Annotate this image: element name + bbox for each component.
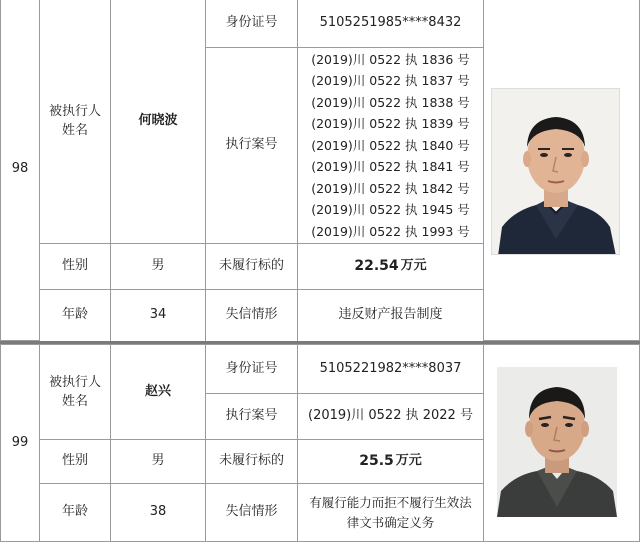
case-number: (2019)川 0522 执 1840 号 bbox=[311, 137, 470, 153]
age-label: 年龄 bbox=[39, 483, 111, 542]
case-number: (2019)川 0522 执 1993 号 bbox=[311, 223, 470, 239]
person-name: 赵兴 bbox=[110, 344, 206, 440]
gender-label: 性别 bbox=[39, 243, 111, 290]
case-label: 执行案号 bbox=[205, 393, 298, 440]
age-value: 34 bbox=[110, 289, 206, 342]
id-label: 身份证号 bbox=[205, 0, 298, 48]
name-label: 被执行人 姓名 bbox=[39, 0, 111, 244]
case-list bbox=[297, 393, 484, 440]
case-number: (2019)川 0522 执 1837 号 bbox=[311, 73, 470, 89]
id-value: 5105251985****8432 bbox=[297, 0, 484, 48]
person-name: 何晓波 bbox=[110, 0, 206, 244]
person-photo bbox=[497, 367, 617, 517]
amount-value: 22.54 万元 bbox=[297, 243, 484, 290]
case-number: (2019)川 0522 执 1838 号 bbox=[311, 94, 470, 110]
case-number: (2019)川 0522 执 1836 号 bbox=[311, 51, 470, 67]
situation-label: 失信情形 bbox=[205, 483, 298, 542]
case-number: (2019)川 0522 执 1839 号 bbox=[311, 116, 470, 132]
amount-label: 未履行标的 bbox=[205, 439, 298, 484]
gender-value: 男 bbox=[110, 243, 206, 290]
case-list bbox=[297, 47, 484, 244]
gender-value: 男 bbox=[110, 439, 206, 484]
name-label: 被执行人 姓名 bbox=[39, 344, 111, 440]
age-label: 年龄 bbox=[39, 289, 111, 342]
gender-label: 性别 bbox=[39, 439, 111, 484]
id-value: 5105221982****8037 bbox=[297, 344, 484, 394]
record-number: 99 bbox=[0, 344, 40, 542]
amount-value: 25.5 万元 bbox=[297, 439, 484, 484]
portrait-image bbox=[497, 367, 617, 517]
case-number: (2019)川 0522 执 2022 号 bbox=[308, 408, 473, 424]
situation-value: 有履行能力而拒不履行生效法 律文书确定义务 bbox=[297, 483, 484, 542]
situation-label: 失信情形 bbox=[205, 289, 298, 342]
person-photo bbox=[491, 88, 620, 255]
portrait-image bbox=[492, 89, 620, 255]
id-label: 身份证号 bbox=[205, 344, 298, 394]
amount-label: 未履行标的 bbox=[205, 243, 298, 290]
case-number: (2019)川 0522 执 1841 号 bbox=[311, 159, 470, 175]
situation-value: 违反财产报告制度 bbox=[297, 289, 484, 342]
case-label: 执行案号 bbox=[205, 47, 298, 244]
case-number: (2019)川 0522 执 1842 号 bbox=[311, 180, 470, 196]
record-number: 98 bbox=[0, 0, 40, 341]
case-number: (2019)川 0522 执 1945 号 bbox=[311, 202, 470, 218]
age-value: 38 bbox=[110, 483, 206, 542]
